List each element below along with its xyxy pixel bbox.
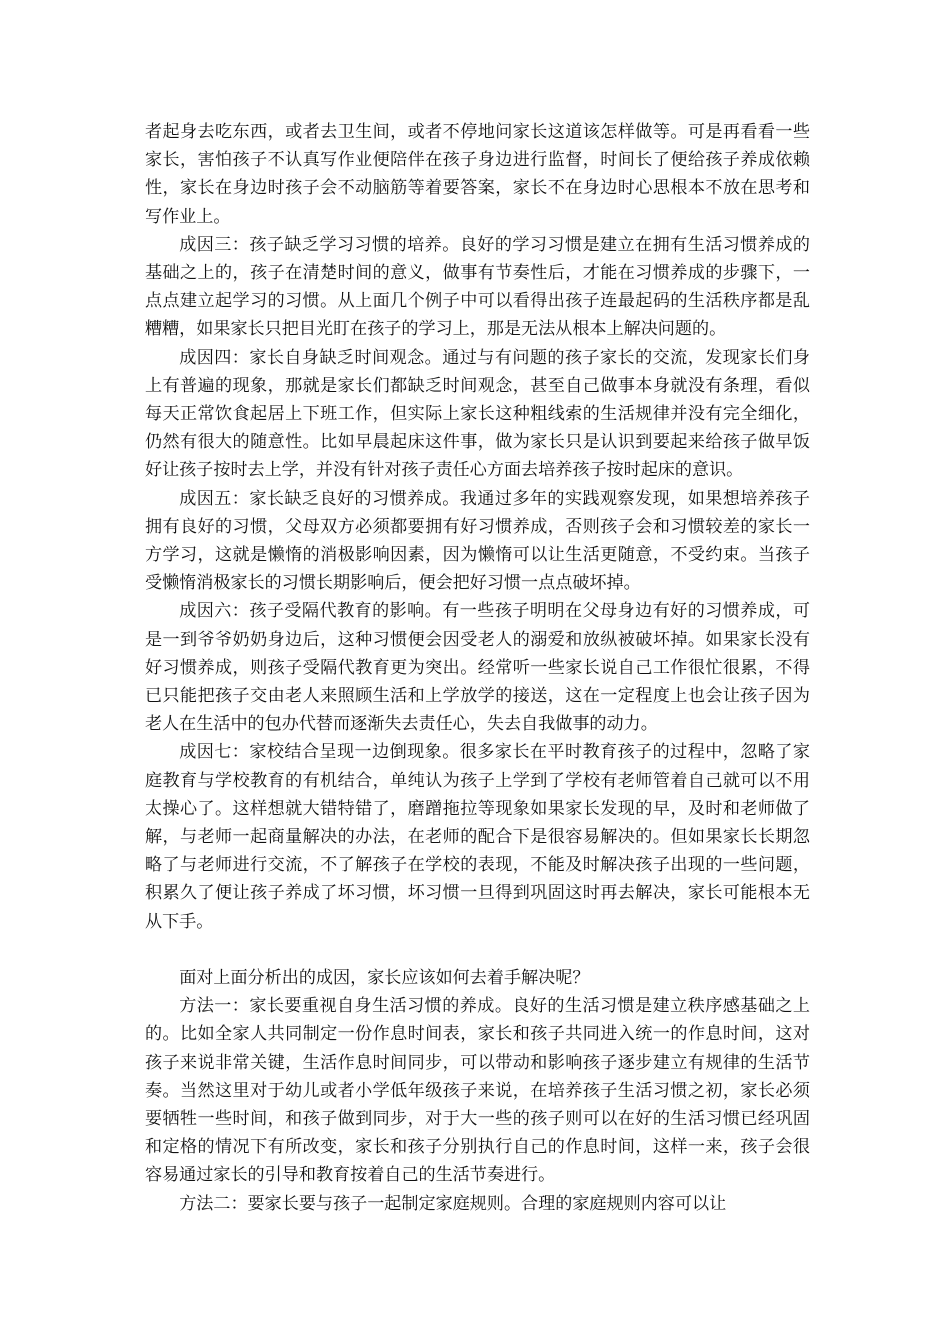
paragraph-spacer [145,936,810,964]
paragraph-transition-question: 面对上面分析出的成因，家长应该如何去着手解决呢？ [179,967,590,988]
paragraph-method-two: 方法二：要家长要与孩子一起制定家庭规则。合理的家庭规则内容可以让 [179,1193,727,1214]
paragraph-method-one: 方法一：家长要重视自身生活习惯的养成。良好的生活习惯是建立秩序感基础之上的。比如全家人共同制定一份作息时间表，家长和孩子共同进入统一的作息时间，这对孩子来说非常关键，生活作息时间同步，可以带动和影响孩子逐步建立有规律的生活节奏。当然这里对于幼儿或者小学低年级孩子来说，在培养孩子生活习惯之初，家长必须要牺牲一些时间，和孩子做到同步，对于大一些的孩子则可以在好的生活习惯已经巩固和定格的情况下有所改变，家长和孩子分别执行自己的作息时间，这样一来，孩子会很容易通过家长的引导和教育按着自己的生活节奏进行。 [145,996,810,1186]
paragraph-cause-six: 成因六：孩子受隔代教育的影响。有一些孩子明明在父母身边有好的习惯养成，可是一到爷爷奶奶身边后，这种习惯便会因受老人的溺爱和放纵被破坏掉。如果家长没有好习惯养成，则孩子受隔代教育更为突出。经常听一些家长说自己工作很忙很累，不得已只能把孩子交由老人来照顾生活和上学放学的接送，这在一定程度上也会让孩子因为老人在生活中的包办代替而逐渐失去责任心，失去自我做事的动力。 [145,601,810,735]
paragraph-cause-three: 成因三：孩子缺乏学习习惯的培养。良好的学习习惯是建立在拥有生活习惯养成的基础之上的，孩子在清楚时间的意义，做事有节奏性后，才能在习惯养成的步骤下，一点点建立起学习的习惯。从上面几个例子中可以看得出孩子连最起码的生活秩序都是乱糟糟，如果家长只把目光盯在孩子的学习上，那是无法从根本上解决问题的。 [145,234,810,340]
paragraph-cause-five: 成因五：家长缺乏良好的习惯养成。我通过多年的实践观察发现，如果想培养孩子拥有良好的习惯，父母双方必须都要拥有好习惯养成，否则孩子会和习惯较差的家长一方学习，这就是懒惰的消极影响因素，因为懒惰可以让生活更随意，不受约束。当孩子受懒惰消极家长的习惯长期影响后，便会把好习惯一点点破坏掉。 [145,488,810,594]
paragraph-cause-seven: 成因七：家校结合呈现一边倒现象。很多家长在平时教育孩子的过程中，忽略了家庭教育与学校教育的有机结合，单纯认为孩子上学到了学校有老师管着自己就可以不用太操心了。这样想就大错特错了，磨蹭拖拉等现象如果家长发现的早，及时和老师做了解，与老师一起商量解决的办法，在老师的配合下是很容易解决的。但如果家长长期忽略了与老师进行交流，不了解孩子在学校的表现，不能及时解决孩子出现的一些问题，积累久了便让孩子养成了坏习惯，坏习惯一旦得到巩固这时再去解决，家长可能根本无从下手。 [145,742,810,932]
paragraph-continuation: 者起身去吃东西，或者去卫生间，或者不停地问家长这道该怎样做等。可是再看看一些家长，害怕孩子不认真写作业便陪伴在孩子身边进行监督，时间长了便给孩子养成依赖性，家长在身边时孩子会不动脑筋等着要答案，家长不在身边时心思根本不放在思考和写作业上。 [145,122,810,227]
paragraph-cause-four: 成因四：家长自身缺乏时间观念。通过与有问题的孩子家长的交流，发现家长们身上有普遍的现象，那就是家长们都缺乏时间观念，甚至自己做事本身就没有条理，看似每天正常饮食起居上下班工作，但实际上家长这种粗线索的生活规律并没有完全细化，仍然有很大的随意性。比如早晨起床这件事，做为家长只是认识到要起来给孩子做早饭好让孩子按时去上学，并没有针对孩子责任心方面去培养孩子按时起床的意识。 [145,347,810,481]
document-body [145,118,810,1218]
